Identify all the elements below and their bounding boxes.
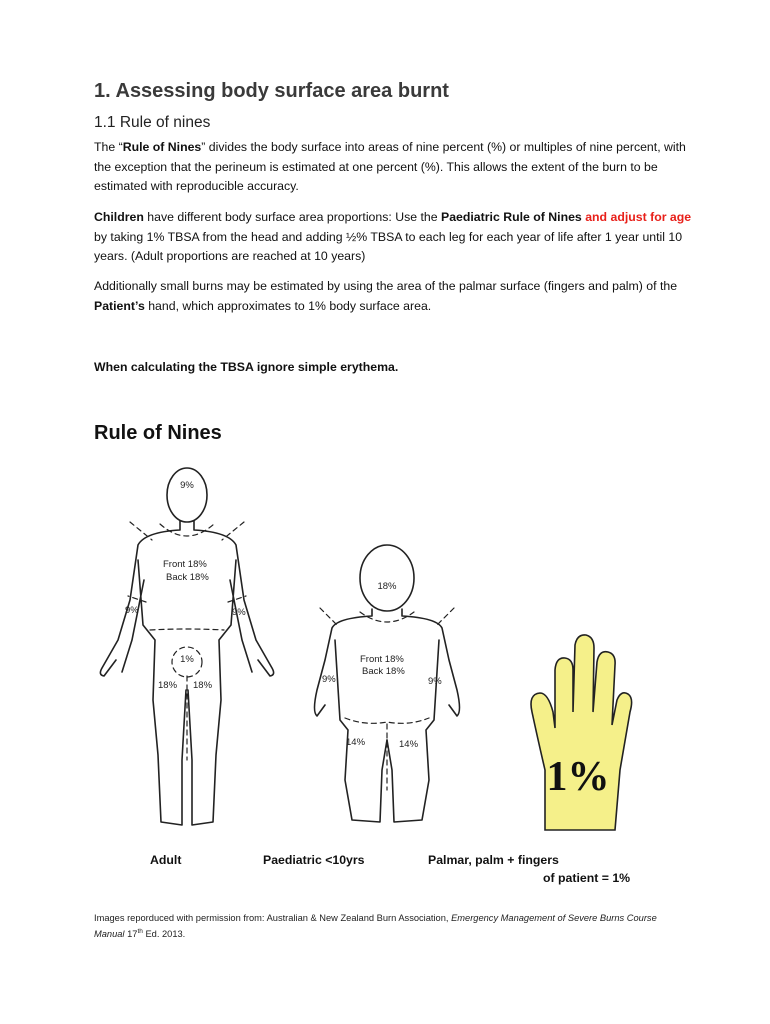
figure-labels <box>125 480 610 800</box>
adult-body-outline <box>100 468 273 825</box>
caption-palmar-2: of patient = 1% <box>543 871 631 885</box>
child-arm-right-label: 9% <box>428 676 442 687</box>
adult-head-label: 9% <box>180 480 194 491</box>
adult-front-label: Front 18% <box>163 559 207 570</box>
child-head-label: 18% <box>377 581 397 592</box>
page-heading: 1. Assessing body surface area burnt <box>94 80 449 102</box>
caption-adult: Adult <box>150 853 182 867</box>
image-credit <box>94 911 684 941</box>
adult-leg-left-label: 18% <box>158 680 178 691</box>
subheading: 1.1 Rule of nines <box>94 114 211 131</box>
text: have different body surface area proportions: Use the <box>143 210 441 224</box>
paragraph-erythema: When calculating the TBSA ignore simple erythema. <box>94 360 399 374</box>
child-front-label: Front 18% <box>360 654 404 665</box>
text: Ed. 2013. <box>142 929 186 940</box>
caption-paediatric: Paediatric <10yrs <box>263 853 365 867</box>
rule-of-nines-figure <box>0 460 770 850</box>
bold-text: Paediatric Rule of Nines <box>441 210 582 224</box>
text: ” divides the body surface into areas of nine percent (%) or multiples of nine percent, with the exception that the perineum is estimated at one percent (%). This allows the extent of the burn to be estimated with reproducible accuracy. <box>94 140 686 193</box>
highlight-text: and adjust for age <box>581 210 692 224</box>
paragraph-palmar <box>94 277 694 316</box>
text: hand, which approximates to 1% body surface area. <box>144 298 432 313</box>
paragraph-rule-of-nines <box>94 138 694 197</box>
text: 17 <box>124 929 138 940</box>
bold-text: Rule of Nines <box>122 140 202 154</box>
child-leg-left-label: 14% <box>346 737 366 748</box>
child-back-label: Back 18% <box>362 666 405 677</box>
paragraph-children <box>94 208 694 267</box>
text: by taking 1% TBSA from the head and adding ½% TBSA to each leg for each year of life after 1 year until 10 years. (Adult proportions are reached at 10 years) <box>94 229 683 263</box>
bold-text: Patient’s <box>94 298 145 313</box>
child-leg-right-label: 14% <box>399 739 419 750</box>
hand-percent-label: 1% <box>546 754 610 800</box>
adult-arm-left-label: 9% <box>125 605 139 616</box>
bold-text: Children <box>94 210 144 224</box>
text: Additionally small burns may be estimated by using the area of the palmar surface (fingers and palm) of the <box>94 279 678 293</box>
italic-text: Emergency Management of Severe Burns Course Manual <box>94 913 657 940</box>
text: The “ <box>94 140 123 154</box>
adult-perineum-label: 1% <box>180 654 194 665</box>
caption-palmar: Palmar, palm + fingers <box>428 853 559 867</box>
adult-arm-right-label: 9% <box>232 607 246 618</box>
text: Images reporduced with permission from: Australian & New Zealand Burn Association, <box>94 913 452 923</box>
superscript: th <box>137 928 143 935</box>
hand-illustration <box>531 635 632 830</box>
section-title: Rule of Nines <box>94 422 222 444</box>
adult-back-label: Back 18% <box>166 572 209 583</box>
child-arm-left-label: 9% <box>322 674 336 685</box>
adult-leg-right-label: 18% <box>193 680 213 691</box>
